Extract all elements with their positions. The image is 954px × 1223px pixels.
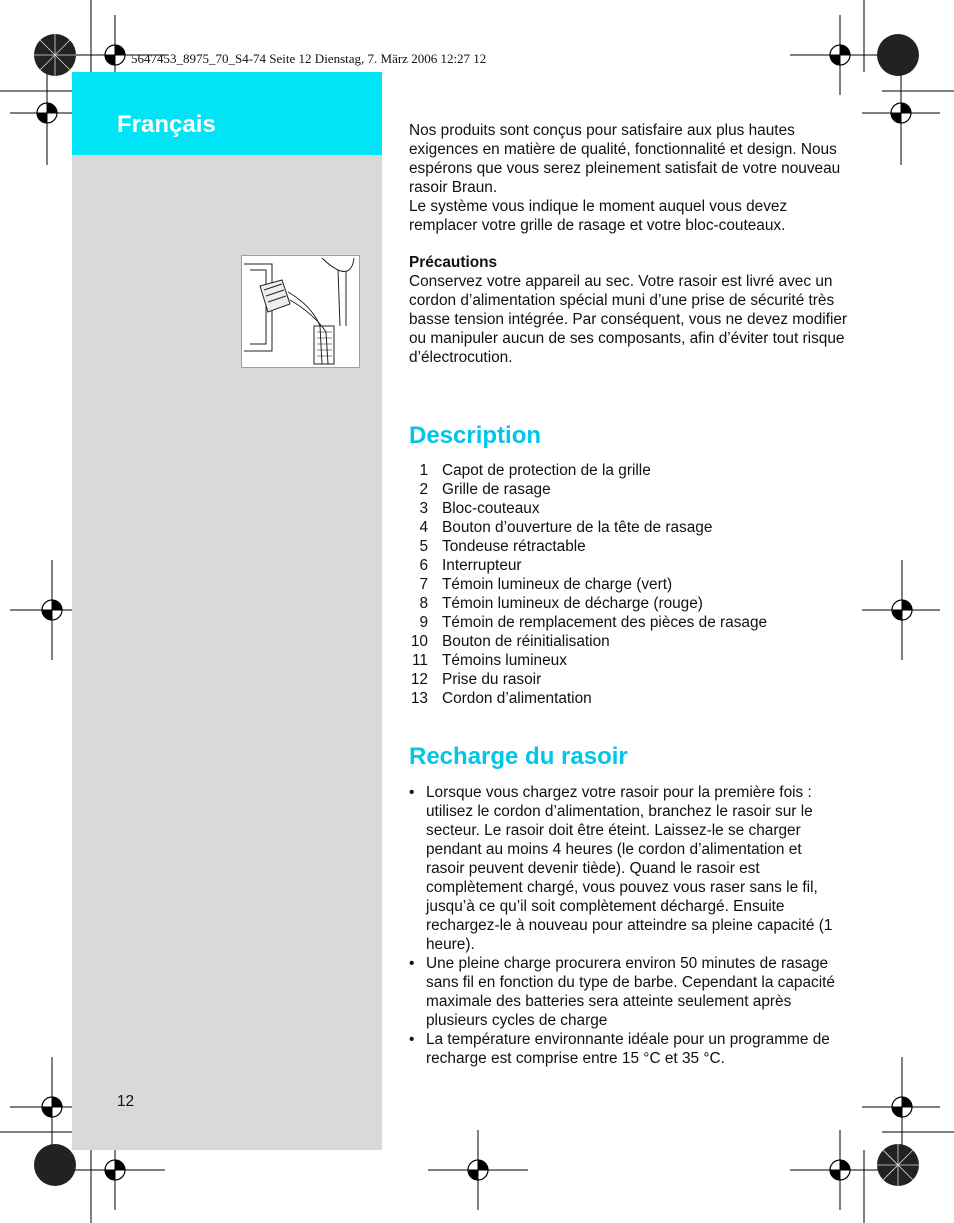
list-item: 4 Bouton d’ouverture de la tête de rasage [419, 519, 713, 536]
bullet-icon: • [409, 784, 415, 801]
plug-illustration [241, 255, 360, 368]
list-item: 13 Cordon d’alimentation [410, 690, 592, 707]
list-item: 11 Témoins lumineux [412, 652, 567, 669]
list-item: 8 Témoin lumineux de décharge (rouge) [419, 595, 703, 612]
print-header: 5647453_8975_70_S4-74 Seite 12 Dienstag, 7. März 2006 12:27 12 [131, 51, 487, 66]
bullet-icon: • [409, 955, 415, 972]
bullet-icon: • [409, 1031, 415, 1048]
list-item: 3 Bloc-couteaux [419, 500, 540, 517]
precautions-text: Conservez votre appareil au sec. Votre rasoir est livré avec un cordon d’alimentation spécial muni d’une prise de sécurité très basse tension intégrée. Par conséquent, vous ne devez modifier ou manipuler aucun de ses composants, afin d’éviter tout risque d’électrocution. [409, 273, 848, 366]
plug-drawing-icon [242, 256, 359, 367]
description-list [409, 461, 849, 708]
list-item: 9 Témoin de remplacement des pièces de rasage [419, 614, 768, 631]
precautions-heading: Précautions [409, 254, 498, 271]
language-title: Français [117, 111, 216, 138]
bullet-item: • Lorsque vous chargez votre rasoir pour la première fois : utilisez le cordon d’alimentation, branchez le rasoir sur le secteur. Le rasoir doit être éteint. Laissez-le se charger pendant au moins 4 heures (le cordon d’alimentation et rasoir peuvent devenir tiède). Quand le rasoir est complètement chargé, vous pouvez vous raser sans le fil, jusqu’à ce qu’il soit complètement déchargé. Ensuite rechargez-le à nouveau pour atteindre sa pleine capacité (1 heure). [409, 784, 833, 953]
bullet-item: • La température environnante idéale pour un programme de recharge est comprise entre 15 °C et 35 °C. [409, 1031, 830, 1067]
recharge-bullets [409, 783, 839, 1068]
list-item: 5 Tondeuse rétractable [419, 538, 586, 555]
page-number: 12 [117, 1093, 135, 1110]
list-item: 12 Prise du rasoir [410, 671, 542, 688]
list-item: 7 Témoin lumineux de charge (vert) [419, 576, 673, 593]
list-item: 2 Grille de rasage [419, 481, 551, 498]
list-item: 10 Bouton de réinitialisation [410, 633, 610, 650]
recharge-heading: Recharge du rasoir [409, 743, 628, 770]
sidebar-panel [72, 72, 382, 1150]
list-item: 1 Capot de protection de la grille [419, 462, 651, 479]
list-item: 6 Interrupteur [419, 557, 522, 574]
description-heading: Description [409, 422, 542, 449]
bullet-item: • Une pleine charge procurera environ 50 minutes de rasage sans fil en fonction du type de barbe. Cependant la capacité maximale des batteries sera atteinte seulement après plusieurs cycles de charge [409, 955, 835, 1029]
intro-paragraph: Nos produits sont conçus pour satisfaire aux plus hautes exigences en matière de qualité, fonctionnalité et design. Nous espérons que vous serez pleinement satisfait de votre nouveau rasoir Braun. Le système vous indique le moment auquel vous devez remplacer votre grille de rasage et votre bloc-couteaux. [409, 122, 841, 234]
